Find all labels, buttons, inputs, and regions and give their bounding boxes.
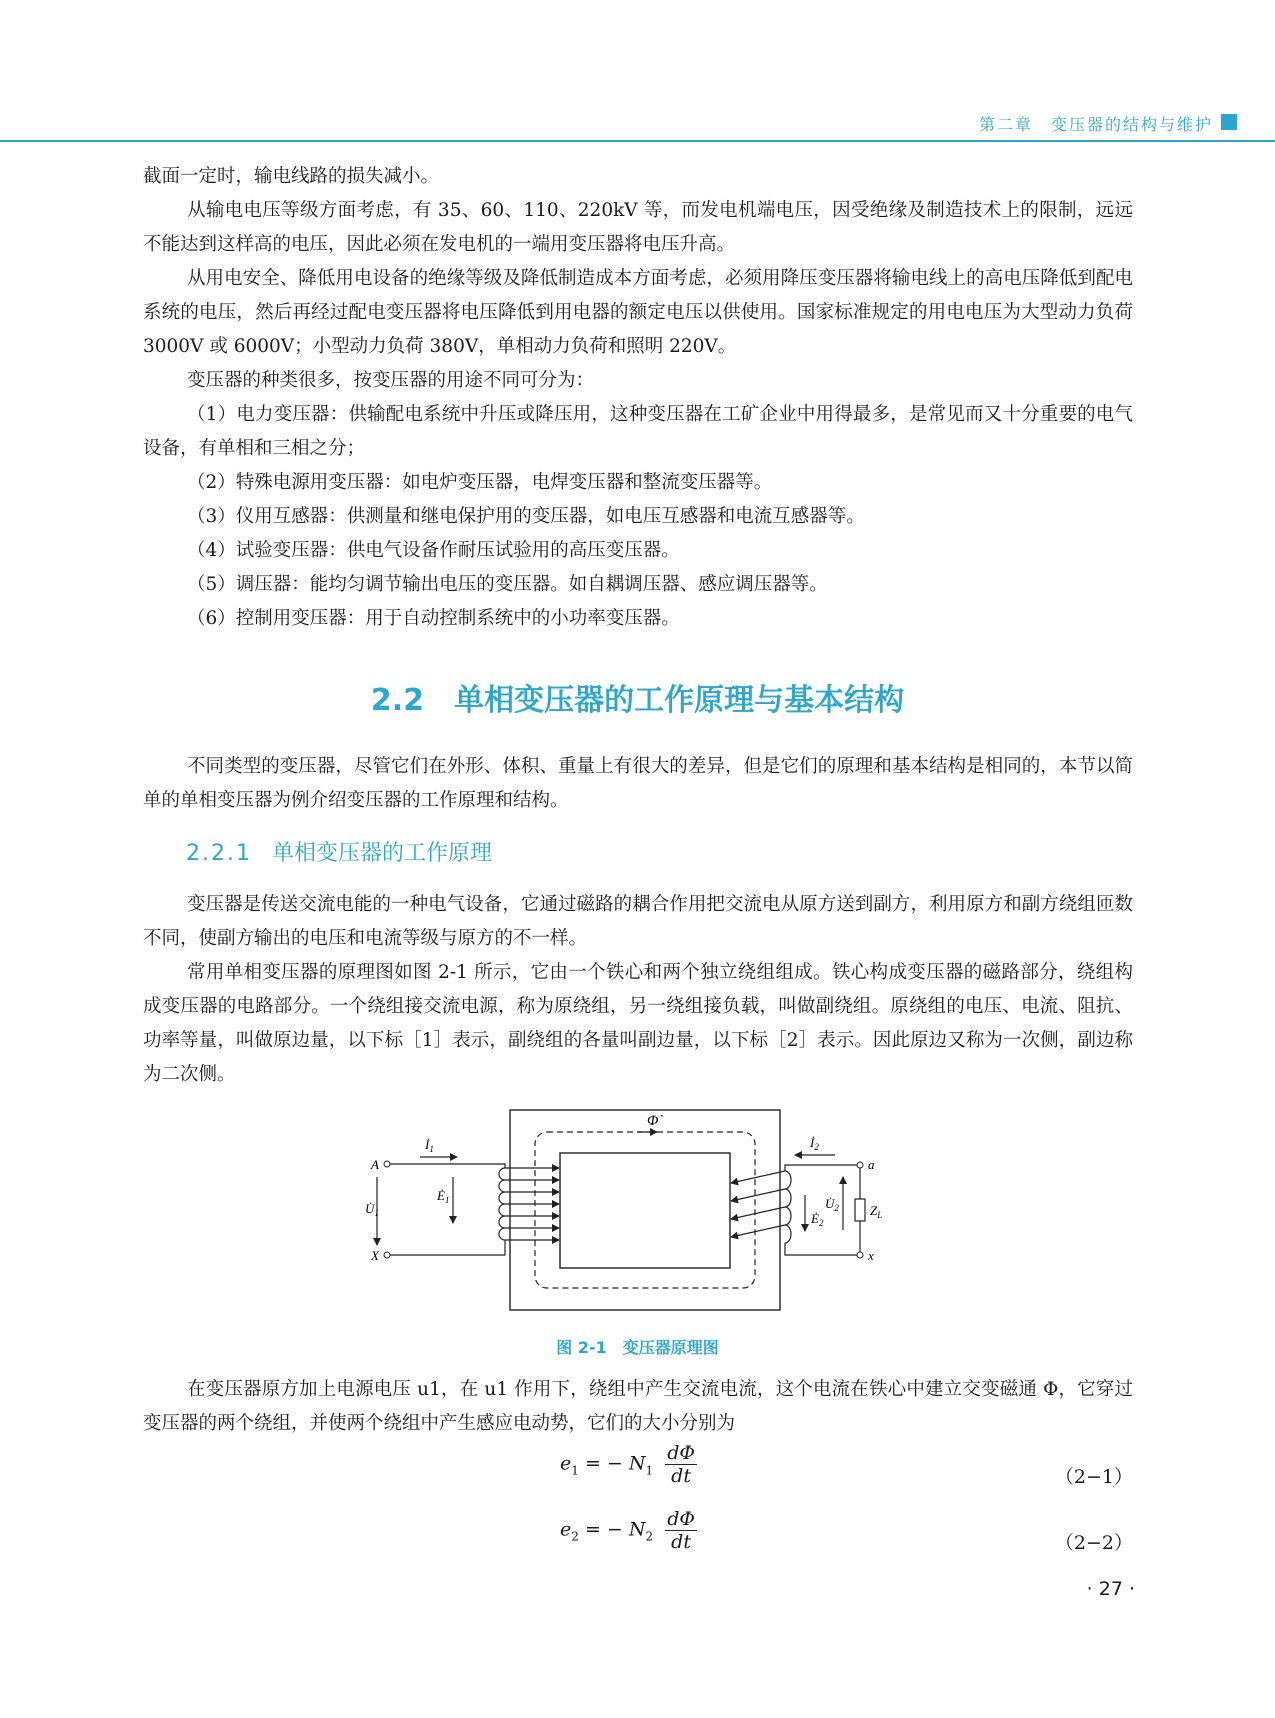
body-text-bottom — [143, 1373, 1133, 1441]
terminal-x — [857, 1252, 863, 1258]
I1-label: $İ_1$ — [425, 1137, 434, 1154]
load-impedance — [855, 1199, 865, 1221]
E1-label: $Ė_1$ — [437, 1188, 450, 1205]
header-rule — [0, 140, 1275, 142]
terminal-A — [384, 1161, 390, 1167]
core-window — [560, 1153, 730, 1268]
flux-path — [535, 1132, 755, 1288]
running-title: 第二章 变压器的结构与维护 — [978, 115, 1213, 134]
a-label: a — [868, 1157, 875, 1172]
subsection-title: 单相变压器的工作原理 — [271, 841, 492, 866]
ZL-label: $Z_L$ — [870, 1203, 883, 1220]
paragraph: 从输电电压等级方面考虑，有 35、60、110、220kV 等，而发电机端电压，因受绝缘及制造技术上的限制，远远不能达到这样高的电压，因此必须在发电机的一端用变压器将电压升高。 — [143, 200, 1133, 255]
I2-label: $İ_2$ — [810, 1135, 819, 1152]
paragraph: 常用单相变压器的原理图如图 2-1 所示，它由一个铁心和两个独立绕组组成。铁心构成变压器的磁路部分，绕组构成变压器的电路部分。一个绕组接交流电源，称为原绕组，另一绕组接负载，叫做副绕组。原绕组的电压、电流、阻抗、功率等量，叫做原边量，以下标［1］表示，副绕组的各量叫副边量，以下标［2］表示。因此原边又称为一次侧，副边称为二次侧。 — [143, 962, 1133, 1085]
paragraph: 从用电安全、降低用电设备的绝缘等级及降低制造成本方面考虑，必须用降压变压器将输电线上的高电压降低到配电系统的电压，然后再经过配电变压器将电压降低到用电器的额定电压以供使用。国家标准规定的用电电压为大型动力负荷 3000V 或 6000V；小型动力负荷 380V，单相动力负荷和照明 220V。 — [143, 268, 1133, 357]
terminal-X — [384, 1252, 390, 1258]
paragraph: 在变压器原方加上电源电压 u1，在 u1 作用下，绕组中产生交流电流，这个电流在铁心中建立交变磁通 Φ，它穿过变压器的两个绕组，并使两个绕组中产生感应电动势，它们的大小分别为 — [143, 1379, 1133, 1434]
A-label: A — [371, 1157, 379, 1172]
list-item: （1）电力变压器：供输配电系统中升压或降压用，这种变压器在工矿企业中用得最多，是常见而又十分重要的电气设备，有单相和三相之分； — [143, 404, 1133, 459]
equation-2-2: $e_2$ = − $N_2$ $\frac{d\Phi}{dt}$ — [560, 1508, 695, 1553]
subsection-number: 2.2.1 — [186, 841, 252, 866]
equation-number: （2−1） — [1054, 1466, 1133, 1488]
subsection-heading — [186, 836, 492, 867]
header-square-marker — [1221, 114, 1237, 130]
secondary-winding — [731, 1171, 791, 1243]
page-number: · 27 · — [1086, 1578, 1135, 1600]
core-outer — [510, 1110, 780, 1310]
paragraph: 截面一定时，输电线路的损失减小。 — [143, 166, 440, 187]
list-item: （5）调压器：能均匀调节输出电压的变压器。如自耦调压器、感应调压器等。 — [187, 574, 828, 595]
terminal-a — [857, 1162, 863, 1168]
section-title: 单相变压器的工作原理与基本结构 — [454, 683, 905, 718]
list-item: （6）控制用变压器：用于自动控制系统中的小功率变压器。 — [187, 608, 680, 629]
body-text-mid — [143, 888, 1133, 1092]
E2-label: $Ė_2$ — [811, 1211, 824, 1228]
list-item: （2）特殊电源用变压器：如电炉变压器，电焊变压器和整流变压器等。 — [187, 472, 773, 493]
list-item: （4）试验变压器：供电气设备作耐压试验用的高压变压器。 — [187, 540, 680, 561]
phi-label: Φ̇ — [647, 1113, 659, 1129]
list-item: （3）仪用互感器：供测量和继电保护用的变压器，如电压互感器和电流互感器等。 — [187, 506, 865, 527]
section-intro — [143, 750, 1133, 818]
U1-label: $U̇_1$ — [365, 1201, 379, 1218]
running-header — [0, 100, 1275, 140]
X-label: X — [371, 1248, 379, 1263]
paragraph: 变压器是传送交流电能的一种电气设备，它通过磁路的耦合作用把交流电从原方送到副方，利用原方和副方绕组匝数不同，使副方输出的电压和电流等级与原方的不一样。 — [143, 894, 1133, 949]
paragraph: 变压器的种类很多，按变压器的用途不同可分为： — [187, 370, 595, 391]
x-label: x — [868, 1248, 874, 1263]
body-text-top — [143, 160, 1133, 636]
paragraph: 不同类型的变压器，尽管它们在外形、体积、重量上有很大的差异，但是它们的原理和基本结构是相同的，本节以简单的单相变压器为例介绍变压器的工作原理和结构。 — [143, 756, 1133, 811]
transformer-schematic — [365, 1105, 885, 1320]
section-number: 2.2 — [370, 683, 425, 718]
figure-caption: 图 2-1 变压器原理图 — [556, 1338, 719, 1357]
section-heading — [0, 675, 1275, 719]
equation-number: （2−2） — [1054, 1532, 1133, 1554]
primary-winding — [499, 1168, 559, 1240]
equation-2-1: $e_1$ = − $N_1$ $\frac{d\Phi}{dt}$ — [560, 1442, 695, 1487]
U2-label: $U̇_2$ — [825, 1196, 839, 1213]
figure-transformer-diagram — [365, 1105, 885, 1324]
